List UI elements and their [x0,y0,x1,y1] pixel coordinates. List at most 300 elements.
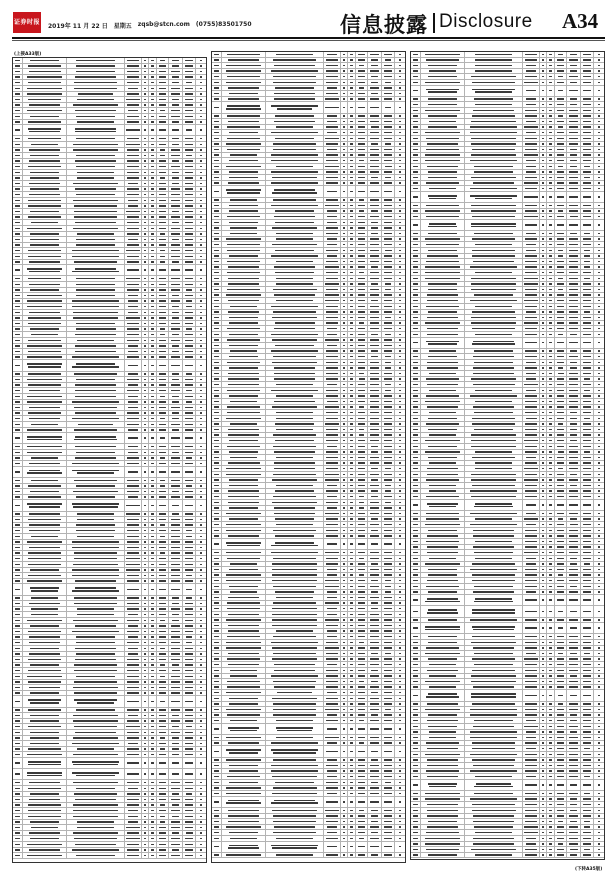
table-row [411,690,604,701]
table-cell [567,382,581,387]
table-cell [382,646,395,651]
table-cell [149,640,157,645]
table-cell [540,270,547,275]
table-cell [149,198,157,203]
table-cell [212,74,222,79]
table-cell [421,819,465,824]
table-cell [594,685,604,690]
table-cell [222,685,266,690]
table-cell [67,80,125,85]
table-cell [169,691,183,696]
table-cell [348,522,356,527]
table-cell [67,624,125,629]
table-cell [356,791,368,796]
table-cell [196,663,206,668]
table-cell [183,338,196,343]
table-cell [594,405,604,410]
table-cell [348,63,356,68]
table-cell [23,808,67,813]
table-cell [382,690,395,695]
table-cell [523,623,540,633]
table-cell [169,260,183,265]
table-cell [540,147,547,152]
table-cell [555,181,567,186]
table-cell [567,511,581,516]
table-cell [196,769,206,779]
table-cell [183,416,196,421]
table-cell [23,657,67,662]
table-cell [196,646,206,651]
table-cell [266,707,324,712]
table-cell [157,450,169,455]
table-cell [411,422,421,427]
table-cell [169,618,183,623]
table-cell [382,91,395,96]
table-cell [547,231,555,236]
table-cell [523,534,540,539]
table-cell [555,304,567,309]
table-cell [382,746,395,756]
table-cell [540,114,547,119]
table-cell [222,237,266,242]
table-cell [581,763,594,768]
table-cell [382,394,395,399]
table-cell [382,326,395,331]
table-cell [324,310,341,315]
table-cell [13,780,23,785]
table-cell [368,276,382,281]
table-cell [395,690,405,695]
table-cell [411,69,421,74]
table-cell [23,820,67,825]
table-cell [13,276,23,281]
table-cell [594,192,604,202]
table-cell [142,321,149,326]
table-cell [540,181,547,186]
table-cell [266,640,324,645]
table-cell [67,808,125,813]
table-cell [368,377,382,382]
table-cell [411,153,421,158]
table-cell [125,276,142,281]
table-cell [149,652,157,657]
table-cell [157,584,169,594]
table-cell [13,528,23,533]
table-cell [341,349,348,354]
table-cell [581,52,594,57]
table-cell [465,130,523,135]
table-cell [382,97,395,102]
table-cell [581,640,594,645]
table-cell [169,80,183,85]
table-cell [266,584,324,589]
table-cell [196,741,206,746]
table-cell [382,494,395,499]
table-cell [67,282,125,287]
table-cell [157,293,169,298]
table-cell [324,562,341,567]
table-cell [368,797,382,807]
table-cell [594,545,604,550]
table-cell [411,640,421,645]
table-cell [341,58,348,63]
table-cell [421,567,465,572]
table-cell [196,792,206,797]
table-cell [266,114,324,119]
table-cell [368,388,382,393]
table-cell [348,584,356,589]
table-cell [183,780,196,785]
table-cell [125,125,142,135]
table-cell [157,209,169,214]
table-cell [465,657,523,662]
table-cell [212,461,222,466]
table-cell [581,399,594,404]
table-cell [183,814,196,819]
table-cell [13,394,23,399]
table-cell [547,108,555,113]
table-cell [368,186,382,196]
table-cell [411,657,421,662]
table-cell [125,383,142,388]
table-cell [266,119,324,124]
table-cell [149,562,157,567]
table-cell [348,595,356,600]
table-cell [324,797,341,807]
table-cell [411,814,421,819]
table-cell [169,176,183,181]
table-cell [324,209,341,214]
table-cell [196,304,206,309]
table-cell [125,75,142,80]
table-cell [324,214,341,219]
table-cell [196,136,206,141]
table-cell [341,394,348,399]
table-cell [465,718,523,723]
table-cell [523,136,540,141]
table-cell [465,769,523,774]
table-cell [67,411,125,416]
table-cell [356,226,368,231]
table-cell [382,119,395,124]
table-cell [523,394,540,399]
table-cell [523,707,540,712]
table-cell [341,679,348,684]
table-cell [523,730,540,735]
table-cell [196,220,206,225]
table-cell [13,444,23,449]
table-cell [540,444,547,449]
table-cell [395,696,405,701]
table-cell [125,512,142,517]
table-cell [348,254,356,259]
table-cell [594,853,604,858]
table-cell [395,500,405,505]
table-cell [341,102,348,112]
table-cell [382,707,395,712]
table-cell [169,411,183,416]
table-cell [13,383,23,388]
table-cell [395,713,405,718]
table-cell [594,825,604,830]
table-cell [324,556,341,561]
table-cell [594,707,604,712]
table-cell [356,724,368,734]
table-cell [67,534,125,539]
table-cell [169,355,183,360]
table-cell [222,265,266,270]
table-cell [395,640,405,645]
table-cell [266,343,324,348]
table-cell [555,153,567,158]
table-cell [594,394,604,399]
table-cell [523,718,540,723]
table-cell [266,522,324,527]
table-cell [555,427,567,432]
table-cell [356,153,368,158]
table-cell [348,259,356,264]
table-cell [356,265,368,270]
table-cell [382,203,395,208]
table-cell [142,226,149,231]
table-cell [555,511,567,516]
table-cell [411,259,421,264]
table-cell [555,478,567,483]
table-cell [368,422,382,427]
table-cell [341,119,348,124]
table-cell [356,668,368,673]
table-cell [23,282,67,287]
table-cell [23,831,67,836]
table-cell [356,231,368,236]
table-cell [368,282,382,287]
table-cell [411,298,421,303]
table-cell [212,657,222,662]
table-cell [421,511,465,516]
table-cell [196,383,206,388]
table-cell [567,276,581,281]
table-cell [411,444,421,449]
table-cell [395,606,405,611]
table-cell [169,125,183,135]
table-cell [581,517,594,522]
table-cell [547,780,555,790]
table-cell [183,321,196,326]
table-cell [266,825,324,830]
table-cell [465,825,523,830]
table-cell [324,130,341,135]
table-cell [465,366,523,371]
table-cell [183,842,196,847]
table-cell [523,242,540,247]
table-cell [348,422,356,427]
table-cell [523,203,540,208]
table-cell [368,416,382,421]
table-cell [212,758,222,763]
table-cell [421,685,465,690]
table-cell [149,612,157,617]
table-cell [212,102,222,112]
table-cell [395,416,405,421]
table-cell [266,91,324,96]
table-cell [348,399,356,404]
table-cell [348,142,356,147]
table-cell [547,220,555,230]
table-cell [266,394,324,399]
table-cell [594,265,604,270]
table-cell [540,461,547,466]
table-cell [581,438,594,443]
table-cell [540,511,547,516]
table-cell [594,584,604,589]
table-cell [13,512,23,517]
table-cell [212,668,222,673]
table-cell [67,646,125,651]
table-cell [169,153,183,158]
table-cell [183,75,196,80]
table-cell [555,797,567,802]
table-cell [581,349,594,354]
table-cell [125,456,142,461]
table-cell [183,853,196,858]
table-cell [23,752,67,757]
table-cell [348,209,356,214]
table-cell [324,718,341,723]
table-cell [157,674,169,679]
table-cell [547,797,555,802]
table-cell [567,584,581,589]
table-cell [540,399,547,404]
table-cell [196,282,206,287]
table-cell [421,836,465,841]
table-cell [411,304,421,309]
table-cell [183,556,196,561]
table-cell [125,192,142,197]
table-cell [368,399,382,404]
table-cell [581,836,594,841]
table-cell [125,601,142,606]
table-cell [196,713,206,718]
table-cell [67,780,125,785]
table-cell [555,74,567,79]
table-cell [125,657,142,662]
table-cell [266,567,324,572]
table-cell [67,181,125,186]
table-cell [157,747,169,752]
table-cell [421,618,465,623]
table-cell [567,142,581,147]
table-cell [382,584,395,589]
table-cell [523,170,540,175]
table-cell [395,130,405,135]
table-cell [411,539,421,544]
table-cell [183,276,196,281]
table-cell [348,494,356,499]
table-cell [523,326,540,331]
table-cell [67,489,125,494]
table-cell [421,472,465,477]
table-cell [157,433,169,443]
table-cell [395,282,405,287]
table-cell [23,629,67,634]
table-cell [212,282,222,287]
table-cell [23,187,67,192]
table-cell [540,634,547,639]
table-cell [395,657,405,662]
table-cell [222,91,266,96]
table-cell [382,293,395,298]
table-cell [157,484,169,489]
table-cell [157,668,169,673]
table-cell [266,242,324,247]
table-cell [348,842,356,852]
table-cell [594,304,604,309]
table-cell [169,500,183,510]
table-cell [169,646,183,651]
table-cell [142,652,149,657]
table-cell [222,74,266,79]
table-cell [382,298,395,303]
table-cell [157,344,169,349]
table-cell [523,842,540,847]
table-cell [540,74,547,79]
table-cell [421,690,465,700]
table-cell [266,679,324,684]
table-cell [348,634,356,639]
section-title-chinese: 信息披露 [340,13,428,37]
table-cell [411,830,421,835]
table-cell [395,394,405,399]
table-cell [125,92,142,97]
table-cell [212,394,222,399]
table-cell [222,606,266,611]
table-cell [183,237,196,242]
table-cell [421,63,465,68]
table-cell [523,657,540,662]
table-cell [142,64,149,69]
table-cell [547,668,555,673]
table-cell [183,797,196,802]
table-cell [212,80,222,85]
table-cell [411,119,421,124]
table-cell [222,573,266,578]
table-cell [567,203,581,208]
table-cell [196,338,206,343]
table-cell [157,736,169,741]
table-cell [547,394,555,399]
table-cell [594,282,604,287]
table-cell [411,534,421,539]
table-cell [465,808,523,813]
table-cell [169,450,183,455]
table-cell [368,338,382,343]
table-cell [581,483,594,488]
table-cell [125,288,142,293]
table-cell [465,119,523,124]
table-cell [356,853,368,858]
table-cell [411,399,421,404]
table-cell [169,97,183,102]
table-cell [13,120,23,125]
table-cell [212,366,222,371]
table-cell [169,220,183,225]
table-cell [324,685,341,690]
table-cell [222,690,266,695]
table-cell [382,567,395,572]
table-cell [395,97,405,102]
table-cell [13,517,23,522]
table-cell [465,265,523,270]
